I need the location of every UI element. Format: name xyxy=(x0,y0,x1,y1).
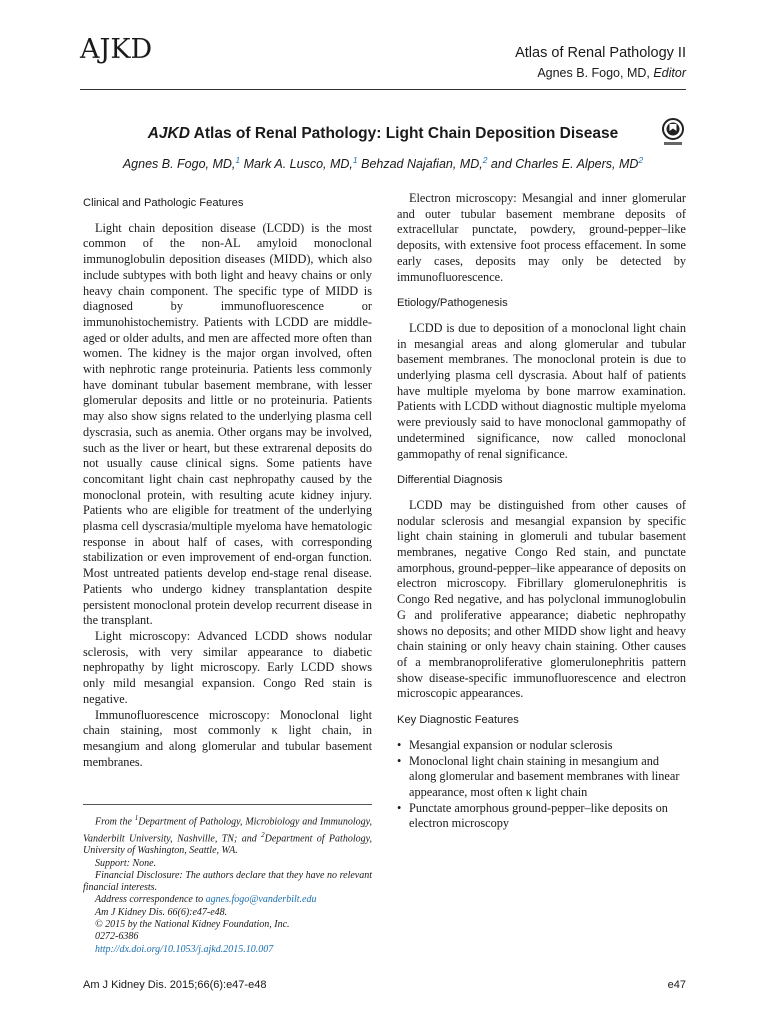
doi-link[interactable]: http://dx.doi.org/10.1053/j.ajkd.2015.10.007 xyxy=(95,943,274,955)
section-heading-clinical: Clinical and Pathologic Features xyxy=(83,197,244,209)
author-affiliation[interactable]: 2 xyxy=(638,155,644,165)
footer-citation: Am J Kidney Dis. 2015;66(6):e47-e48 xyxy=(83,979,267,991)
list-item: • Monoclonal light chain staining in mesangium and along glomerular and basement membranes with linear appearance, most often κ light chain xyxy=(397,754,686,801)
footnote-copyright: © 2015 by the National Kidney Foundation, Inc. xyxy=(95,919,290,931)
email-link[interactable]: agnes.fogo@vanderbilt.edu xyxy=(205,894,317,906)
footnote-text: Address correspondence to xyxy=(95,894,206,906)
section-heading-etiology: Etiology/Pathogenesis xyxy=(397,297,508,310)
footnote-text: From the xyxy=(95,816,135,828)
footnote-issn: 0272-6386 xyxy=(95,931,139,943)
footnote-affiliations xyxy=(83,812,372,858)
footnote-sup: 2 xyxy=(261,830,265,839)
footnote-rule xyxy=(83,804,372,805)
footnote-address xyxy=(83,894,372,906)
page-number: e47 xyxy=(667,979,686,991)
paragraph-electron-microscopy: Electron microscopy: Mesangial and inner glomerular and outer tubular basement membrane deposits of extracellular punctate, powdery, ground-pepper–like deposits, with extensive foot process effacement. In some early cases, deposits may only be detected by immunofluorescence. xyxy=(397,191,686,284)
paragraph-immunofluorescence: Immunofluorescence microscopy: Monoclonal light chain staining, most commonly κ light chain, in mesangium and along glomerular and tubular basement membranes. xyxy=(83,707,372,769)
footnote-doi-line xyxy=(83,944,372,956)
key-features-list xyxy=(397,738,686,832)
footnotes xyxy=(83,812,372,956)
left-column xyxy=(83,196,372,770)
footnote-disclosure: Financial Disclosure: The authors declare that they have no relevant financial interests. xyxy=(83,869,372,894)
list-item: • Mesangial expansion or nodular sclerosis xyxy=(397,738,686,754)
footnote-text: Department of Pathology, Microbiology and Immunology, Vanderbilt University, Nashville, TN; and xyxy=(83,816,372,844)
author-name: Behzad Najafian, MD, xyxy=(357,157,483,172)
author-name: Agnes B. Fogo, MD, xyxy=(122,157,236,172)
footnote-citation: Am J Kidney Dis. 66(6):e47-e48. xyxy=(95,906,228,918)
paragraph-light-microscopy: Light microscopy: Advanced LCDD shows nodular sclerosis, with very similar appearance to diabetic nephropathy by light microscopy. Early LCDD shows only mild mesangial expansion. Congo Red stain is negative. xyxy=(83,628,372,706)
footnote-support: Support: None. xyxy=(95,857,157,869)
right-column xyxy=(397,191,686,832)
title-journal: AJKD xyxy=(147,125,190,142)
editor-role: Editor xyxy=(653,66,686,80)
editor-name: Agnes B. Fogo, MD, xyxy=(537,66,654,80)
section-heading-key-features: Key Diagnostic Features xyxy=(397,714,519,727)
author-affiliation[interactable]: 2 xyxy=(482,155,488,165)
journal-logo: AJKD xyxy=(80,34,153,65)
title-text: Atlas of Renal Pathology: Light Chain Deposition Disease xyxy=(189,125,619,142)
paragraph-differential: LCDD may be distinguished from other causes of nodular sclerosis and mesangial expansion by specific light chain staining in glomeruli and tubular basement membranes, negative Congo Red stain, and punctate amorphous, ground-pepper–like appearance of deposits on electron microscopy. Fibrillary glomerulonephritis is Congo Red negative, and has polyclonal immunoglobulin G and proliferative appearance; diabetic nephropathy shows no deposits; and other MIDD show light and heavy chain staining or only heavy chain staining. Other causes of a membranoproliferative glomerulonephritis pattern show disease-specific immunofluorescence and electron microscopic appearances. xyxy=(397,497,686,701)
author-affiliation[interactable]: 1 xyxy=(235,155,241,165)
footnote-sup: 1 xyxy=(134,814,139,822)
crossmark-icon[interactable] xyxy=(660,118,686,148)
footnote-text: Department of Pathology, University of Washington, Seattle, WA. xyxy=(83,832,372,857)
list-item: • Punctate amorphous ground-pepper–like deposits on electron microscopy xyxy=(397,801,686,832)
article-title xyxy=(80,125,686,143)
author-name: Mark A. Lusco, MD, xyxy=(240,157,353,172)
section-heading-differential: Differential Diagnosis xyxy=(397,474,503,487)
series-editor xyxy=(537,66,686,80)
author-list xyxy=(80,155,686,171)
paragraph-etiology: LCDD is due to deposition of a monoclonal light chain in mesangial areas and along glomerular and tubular basement membranes. The monoclonal protein is due to underlying plasma cell dyscrasia. About half of patients have multiple myeloma by bone marrow examination. Patients with LCDD without diagnostic multiple myeloma were previously said to have monoclonal gammopathy of undetermined significance, now called monoclonal gammopathy of renal significance. xyxy=(397,320,686,461)
author-name: and Charles E. Alpers, MD xyxy=(487,157,639,172)
header-rule xyxy=(80,89,686,90)
author-affiliation[interactable]: 1 xyxy=(352,155,358,165)
series-title: Atlas of Renal Pathology II xyxy=(515,45,686,61)
paragraph-clinical-1: Light chain deposition disease (LCDD) is the most common of the non-AL amyloid monoclonal immunoglobulin deposition diseases (MIDD), which also include subtypes with both light and heavy chains or only heavy chain component. The specific type of MIDD is diagnosed by immunofluorescence or immunohistochemistry. Patients with LCDD are middle-aged or older adults, and men are affected more often than women. The kidney is the major organ involved, often with nephrotic range proteinuria. Patients less commonly have dominant tubular basement membrane, with lesser glomerular deposits and little or no proteinuria. Patients may also show signs related to the underlying plasma cell dyscrasia, such as anemia. Other organs may be involved, such as the liver or heart, but these extrarenal deposits do not usually cause clinical signs. Some patients have concomitant light chain cast nephropathy caused by the monoclonal protein, with resulting acute kidney injury. Patients who are eligible for treatment of the underlying plasma cell dyscrasia/multiple myeloma have hematologic response in about half of cases, with corresponding stabilization or even improvement of end-organ function. Most untreated patients develop end-stage renal disease. Patients who undergo kidney transplantation despite persistent monoclonal protein develop recurrent disease in the transplant. xyxy=(83,220,372,628)
